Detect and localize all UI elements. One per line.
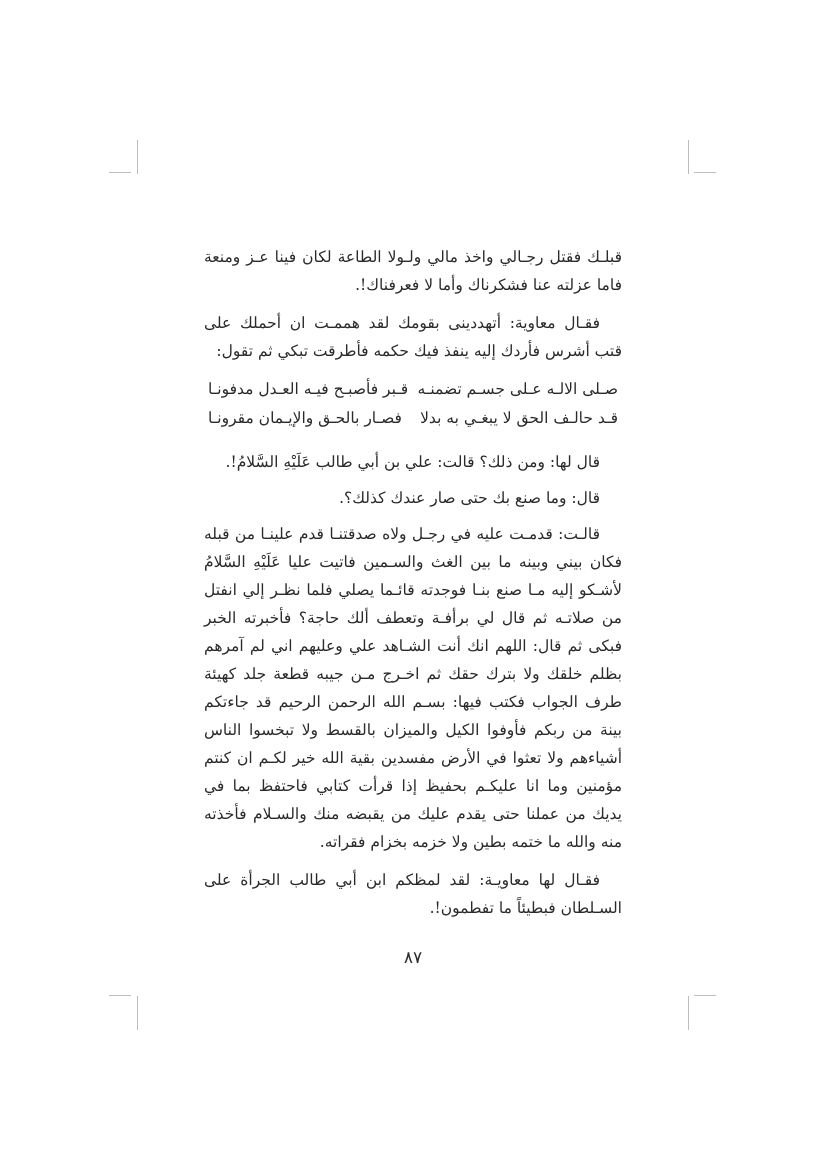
paragraph: فقـال لها معاويـة: لقد لمظكم ابن أبي طالب الجرأة على السـلطان فبطيئاً ما تفطمون!.	[204, 871, 622, 917]
dialogue-line: قال: وما صنع بك حتى صار عندك كذلك؟.	[339, 489, 600, 507]
verse	[204, 375, 622, 404]
poem	[204, 375, 622, 433]
hemistich: صـلى الالـه عـلى جسـم تضمنـه	[417, 380, 618, 398]
hemistich: فصـار بالحـق والإيـمان مقرونـا	[208, 409, 402, 427]
verse	[204, 404, 622, 433]
paragraph: قالـت: قدمـت عليه في رجـل ولاه صدقتنـا قدم علينـا من قبله فكان بيني وبينه ما بين الغث والسـمين فاتيت عليا عَلَيْهِ السَّلامُ لأشـكو إليه مـا صنع بنـا فوجدته قائـما يصلي فلما نظـر إلي انفتل من صلاتـه ثم قال لي برأفـة وتعطف ألك حاجة؟ فأخبرته الخبر فبكى ثم قال: اللهم انك أنت الشـاهد علي وعليهم اني لم آمرهم بظلم خلقك ولا بترك حقك ثم اخـرج مـن جيبه قطعة جلد كهيئة طرف الجواب فكتب فيها: بسـم الله الرحمن الرحيم قد جاءتكم بينة من ربكم فأوفوا الكيل والميزان بالقسط ولا تبخسوا الناس أشياءهم ولا تعثوا في الأرض مفسدين بقية الله خير لكـم ان كنتم مؤمنين وما انا عليكـم بحفيظ إذا قرأت كتابي فاحتفظ بما في يديك من عملنا حتى يقدم عليك من يقبضه منك والسـلام فأخذته منه والله ما ختمه بطين ولا خزمه بخزام فقراته.	[204, 525, 622, 851]
page-number: ٨٧	[403, 948, 423, 968]
crop-mark	[109, 995, 131, 996]
crop-mark	[688, 140, 689, 174]
dialogue	[204, 448, 622, 512]
hemistich: قـد حالـف الحق لا يبغـي به بدلا	[420, 409, 618, 427]
crop-mark	[694, 172, 716, 173]
crop-mark	[688, 996, 689, 1030]
crop-mark	[137, 996, 138, 1030]
dialogue-line: قال لها: ومن ذلك؟ قالت: علي بن أبي طالب عَلَيْهِ السَّلامُ!.	[225, 453, 600, 471]
top-text	[204, 243, 622, 365]
crop-mark	[694, 995, 716, 996]
crop-mark	[109, 172, 131, 173]
paragraph: فقـال معاوية: أتهددينى بقومك لقد هممـت ان أحملك على قتب أشرس فأردك إليه ينفذ فيك حكمه فأطرقت تبكي ثم تقول:	[204, 314, 622, 360]
crop-mark	[137, 140, 138, 174]
bottom-text	[204, 520, 622, 922]
paragraph: قبلـك فقتل رجـالي واخذ مالي ولـولا الطاعة لكان فينا عـز ومنعة فاما عزلته عنا فشكرناك وأما لا فعرفناك!.	[204, 248, 622, 294]
hemistich: قـبر فأصبـح فيـه العـدل مدفونـا	[208, 380, 409, 398]
